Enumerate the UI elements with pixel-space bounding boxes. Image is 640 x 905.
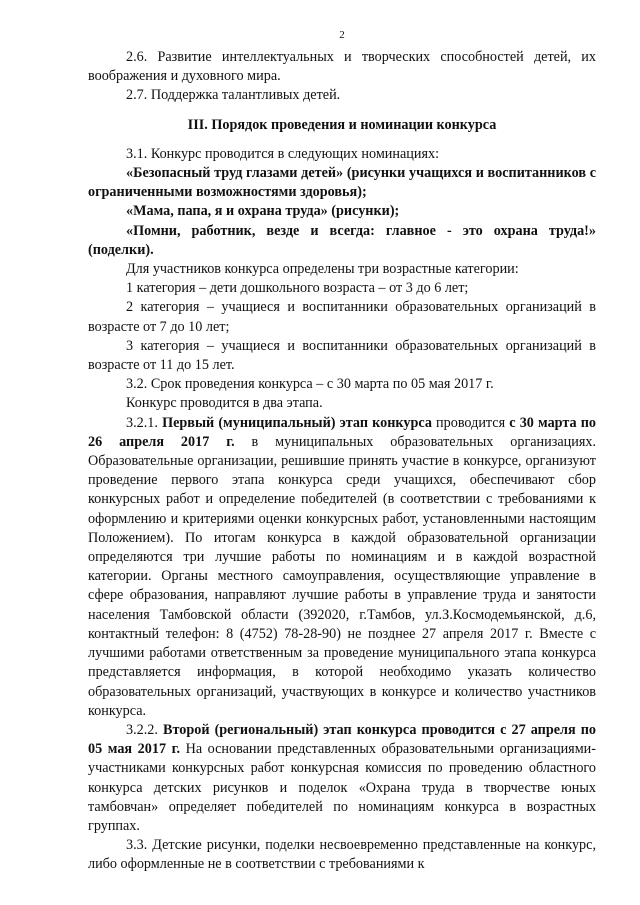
p321-number: 3.2.1. xyxy=(126,414,163,431)
age-category-1: 1 категория – дети дошкольного возраста – от 3 до 6 лет; xyxy=(126,280,469,297)
nomination-2 xyxy=(88,202,596,221)
paragraph-3-2: 3.2. Срок проведения конкурса – с 30 марта по 05 мая 2017 г. xyxy=(126,376,494,393)
nomination-3 xyxy=(88,222,596,260)
nomination-1-text: «Безопасный труд глазами детей» (рисунки учащихся и воспитанников с ограниченными возможностями здоровья); xyxy=(88,165,596,201)
paragraph-3-2-2 xyxy=(88,721,596,836)
p321-stage-name: Первый (муниципальный) этап конкурса xyxy=(162,414,432,431)
paragraph-3-1-intro: 3.1. Конкурс проводится в следующих номинациях: xyxy=(126,145,440,162)
age-category-3: 3 категория – учащиеся и воспитанники образовательных организаций в возрасте от 11 до 15 лет. xyxy=(88,337,596,374)
p321-body: в муниципальных образовательных организациях. Образовательные организации, решившие принять участие в конкурсе, организуют проведение первого этапа конкурса среди учащихся, обеспечивают сбор конкурсных работ и определение победителей (в соответствии с требованиями к оформлению и критериями оценки конкурсных работ, установленными настоящим Положением). По итогам конкурса в каждой образовательной организации определяются три лучшие работы по номинациям и в каждой возрастной категории. Органы местного самоуправления, осуществляющие управление в сфере образования, направляют лучшие работы в управление труда и занятости населения Тамбовской области (392020, г.Тамбов, ул.З.Космодемьянской, д.6, контактный телефон: 8 (4752) 78-28-90) не позднее 27 апреля 2017 г. Вместе с лучшими работами ответственным за проведение муниципального этапа конкурса представляется информация, в которой необходимо указать количество образовательных организаций, участвующих в конкурсе и количество участников конкурса. xyxy=(88,433,596,719)
p322-body: На основании представленных образовательными организациями-участниками конкурсных работ конкурсная комиссия по проведению областного конкурса детских рисунков и поделок «Охрана труда в творчестве юных тамбовчан» определяет победителей по номинациям конкурса в возрастных группах. xyxy=(88,741,596,834)
section-3-heading: III. Порядок проведения и номинации конкурса xyxy=(187,116,497,133)
p322-stage-name: Второй (региональный) этап конкурса проводится с 27 апреля по 05 мая 2017 г. xyxy=(88,721,597,758)
nomination-2-text: «Мама, папа, я и охрана труда» (рисунки); xyxy=(126,203,400,220)
paragraph-2-7: 2.7. Поддержка талантливых детей. xyxy=(126,87,341,104)
age-category-2: 2 категория – учащиеся и воспитанники образовательных организаций в возрасте от 7 до 10 лет; xyxy=(88,299,596,335)
p321-mid: проводится xyxy=(431,414,510,431)
paragraph-2-6: 2.6. Развитие интеллектуальных и творческих способностей детей, их воображения и духовного мира. xyxy=(88,49,596,85)
page-number: 2 xyxy=(339,29,345,41)
paragraph-3-2-1 xyxy=(88,414,596,721)
paragraph-3-3: 3.3. Детские рисунки, поделки несвоевременно представленные на конкурс, либо оформленные не в соответствии с требованиями к xyxy=(88,837,596,873)
p322-number: 3.2.2. xyxy=(126,721,163,738)
nomination-3-text: «Помни, работник, везде и всегда: главное - это охрана труда!» (поделки). xyxy=(88,222,596,258)
nomination-1 xyxy=(88,164,596,202)
age-categories-intro: Для участников конкурса определены три возрастные категории: xyxy=(126,261,519,278)
p321-dates: с 30 марта по 26 апреля 2017 г. xyxy=(88,414,597,450)
paragraph-3-2-stages: Конкурс проводится в два этапа. xyxy=(126,395,323,412)
